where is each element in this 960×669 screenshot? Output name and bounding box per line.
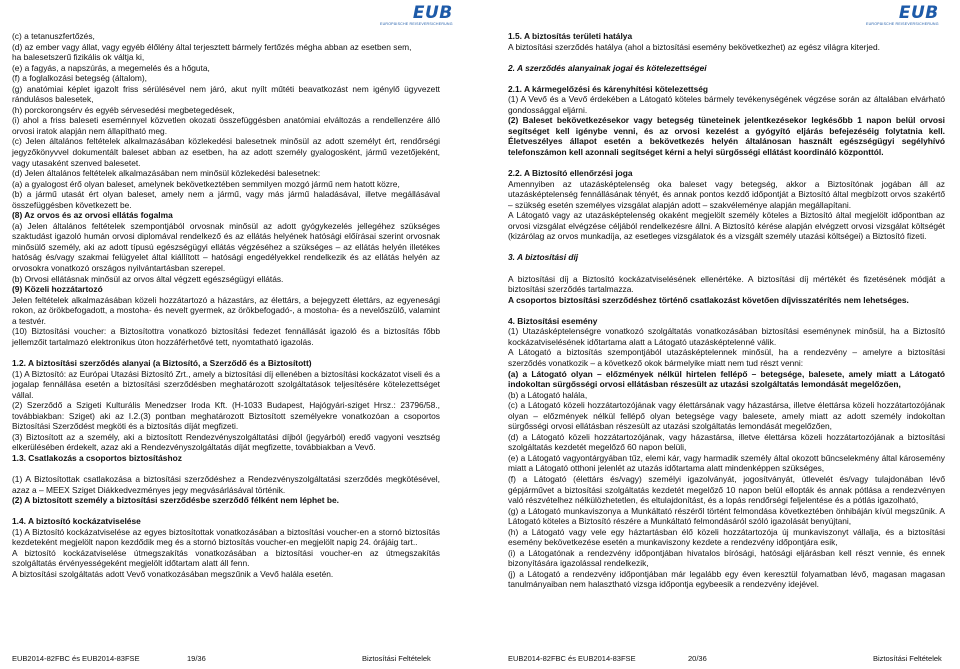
- paragraph: (1) A Biztosítottak csatlakozása a biztosítási szerződéshez a Rendezvényszolgáltatási szerződés megkötésével, azaz a – MEEX Sziget Diákkedvezményes jegy megvásárlásával történik.: [12, 473, 440, 495]
- paragraph: (d) a Látogató közeli hozzátartozójának, vagy házastársa, illetve élettársa közeli hozzátartozójának a biztosítási szolgáltatás kezdetét megelőző 60 napon belüli,: [508, 431, 945, 453]
- paragraph: (a) a Látogató olyan – előzmények nélkül hirtelen fellépő – betegsége, balesete, amely miatt a Látogató indokoltan sürgősségi orvosi ellátásban részesült az utazási szolgáltatás lemondását megelőzően,: [508, 368, 945, 390]
- logo-subtitle: EUROPÄISCHE REISEVERSICHERUNG: [380, 22, 453, 26]
- paragraph: A biztosítási szolgáltatás adott Vevő vonatkozásában megszűnik a Vevő halála esetén.: [12, 568, 334, 579]
- paragraph: (b) a jármű utasát ért olyan baleset, amely nem a jármű, vagy más jármű haladásával, illetve megállásával összefüggésben következett be.: [12, 189, 440, 210]
- paragraph: (a) a gyalogost érő olyan baleset, amelynek bekövetkeztében semmilyen mozgó jármű nem hatott közre,: [12, 178, 400, 189]
- section-heading: 1.2. A biztosítási szerződés alanyai (a Biztosító, a Szerződő és a Biztosított): [12, 357, 312, 368]
- spacer: [508, 158, 945, 169]
- paragraph: A biztosító kockázatviselése útmegszakítás vonatkozásában a biztosítási voucher-en az útmegszakítás szolgáltatás érvényességeként megjelölt időtartam alatt áll fenn.: [12, 547, 440, 569]
- section-heading: 1.3. Csatlakozás a csoportos biztosításhoz: [12, 452, 182, 463]
- spacer: [508, 52, 945, 63]
- paragraph: (1) A Biztosító kockázatviselése az egyes biztosítottak vonatkozásában a biztosítási voucher-en a stornó biztosítás kezdeteként megjelölt napon kezdődik meg és a stornó biztosítás voucher-en megjelölt napig 24. órájáig tart..: [12, 526, 440, 548]
- paragraph: Amennyiben az utazásképtelenség oka baleset vagy betegség, akkor a Biztosítónak jogában áll az utazásképtelenség fennállásának tényét, és annak pontos kezdő időpontját a Biztosító által megbízott orvos szakértő – szükség esetén személyes vizsgálat alapján adott – szakvéleménye alapján megállapítani.: [508, 178, 945, 210]
- paragraph: (2) Baleset bekövetkezésekor vagy betegség tüneteinek jelentkezésekor legkésőbb 1 napon belül orvosi segítséget kell igénybe venni, és az orvosi kezelést a gyógyító eljárás befejezéséig folytatnia kell. Életveszélyes állapot esetén a bekövetkezés helyén általánosan használt egészségügyi segélyhívó telefonszámon kell azonnali segítséget kérni a helyi sürgősségi ellátást koordináló központtól.: [508, 115, 945, 158]
- paragraph: Jelen feltételek alkalmazásában közeli hozzátartozó a házastárs, az élettárs, a bejegyzett élettárs, az egyenesági rokon, az örökbefogadott, a mostoha- és nevelt gyermek, az örökbefogadó-, a mostoha- és a nevelőszülő, valamint a testvér.: [12, 294, 440, 326]
- paragraph: (3) Biztosított az a személy, aki a biztosított Rendezvényszolgáltatási díjból (jegyárból) eredő vagyoni vesztség elkerülésében érdekelt, azaz aki a Rendezvényszolgáltatás díját megfizette, továbbiakban a Vevő.: [12, 431, 440, 453]
- eub-logo-left: [380, 5, 453, 27]
- paragraph: (c) a Látogató közeli hozzátartozójának vagy élettársának vagy házastársa, illetve élettársa közeli hozzátartozójának olyan – előzmények nélkül fellépő olyan betegsége vagy balesete, amely miatt az adott személy indokoltan sürgősségi orvosi ellátásban részesült az utazási szolgáltatás lemondását megelőzően,: [508, 400, 945, 432]
- section-heading: 2.2. A Biztosító ellenőrzési joga: [508, 168, 633, 179]
- section-heading: 1.4. A biztosító kockázatviselése: [12, 516, 141, 527]
- paragraph: A biztosítási szerződés hatálya (ahol a biztosítási esemény bekövetkezhet) az egész világra kiterjed.: [508, 41, 880, 52]
- section-heading: 2.1. A kármegelőzési és kárenyhítési kötelezettség: [508, 83, 709, 94]
- logo-mark: EUB: [898, 3, 939, 23]
- section-heading: 1.5. A biztosítás területi hatálya: [508, 31, 633, 41]
- section-heading: 4. Biztosítási esemény: [508, 315, 598, 326]
- section-heading: 2. A szerződés alanyainak jogai és kötelezettségei: [508, 62, 707, 73]
- spacer: [508, 242, 945, 253]
- paragraph: (1) Utazásképtelenségre vonatkozó szolgáltatás vonatkozásában biztosítási eseménynek minősül, ha a Biztosító kockázatviselésének időtartama alatt a Látogató utazásképtelenné válik.: [508, 326, 945, 347]
- section-heading: 3. A biztosítási díj: [508, 252, 579, 263]
- spacer: [508, 73, 945, 84]
- paragraph: (e) a fagyás, a napszúrás, a megemelés és a hőguta,: [12, 62, 210, 73]
- paragraph: (d) Jelen általános feltételek alkalmazásában nem minősül közlekedési balesetnek:: [12, 168, 321, 179]
- footer-page-number-left: 19/36: [187, 654, 206, 663]
- paragraph: A Látogató vagy az utazásképtelenség okaként megjelölt személy köteles a Biztosító által megjelölt időpontban az orvosi vizsgálat elvégzése céljából rendelkezésre állni. A Biztosító kérése alapján elvégzett orvosi vizsgálat költségét (kizárólag az orvos munkadíja, az esetleges vizsgálatok és a vizsgált személy utazási költségei) a Biztosító fizeti.: [508, 210, 945, 242]
- paragraph: (i) a Látogatónak a rendezvény időpontjában hivatalos bírósági, hatósági eljárásban kell részt vennie, és ennek bizonyítására igazolással rendelkezik,: [508, 547, 945, 569]
- paragraph: A biztosítási díj a Biztosító kockázatviselésének ellenértéke. A biztosítási díj mértékét és fizetésének módját a biztosítási szerződés tartalmazza.: [508, 273, 945, 295]
- spacer: [508, 305, 945, 316]
- footer-title-left: Biztosítási Feltételek: [362, 654, 431, 663]
- logo-subtitle: EUROPÄISCHE REISEVERSICHERUNG: [866, 22, 939, 26]
- paragraph: (i) ahol a friss baleseti eseménnyel közvetlen okozati összefüggésben anatómiai elváltozás a rendellenzére álló orvosi iratok alapján nem állapítható meg.: [12, 115, 440, 136]
- footer-page-number-right: 20/36: [688, 654, 707, 663]
- paragraph: (e) a Látogató vagyontárgyában tűz, elemi kár, vagy harmadik személy által okozott bűncselekmény által károsemény miatt a Látogató otthoni jelenlét az utazás időtartama alatt mindenképpen szükséges,: [508, 452, 945, 474]
- spacer: [12, 463, 440, 474]
- paragraph: (a) Jelen általános feltételek szempontjából orvosnak minősül az adott gyógykezelés jellegéhez szükséges szaktudást igazoló humán orvosi diplomával rendelkező és az ellátás helyének hatósági előírásai szerint orvosnak minősülő személy, aki az adott típusú egészségügyi ellátás végzéséhez a szükséges – az ellátás helyén illetékes hatóság és/vagy szakmai felügyelet által kiállított – hatósági engedélyekkel rendelkezik és az ellátás helyén az orvosokra vonatkozó országos nyilvántartásban szerepel.: [12, 220, 440, 274]
- paragraph: (h) a Látogató vagy vele egy háztartásban élő közeli hozzátartozója új munkaviszonyt vállalja, és a biztosítási esemény bekövetkezése esetén a munkaviszony kezdete a rendezvény időpontjára esik,: [508, 526, 945, 548]
- logo-mark: EUB: [412, 3, 453, 23]
- paragraph: (h) porckorongsérv és egyéb sérvesedési megbetegedések,: [12, 104, 235, 115]
- paragraph: (g) a Látogató munkaviszonya a Munkáltató részéről történt felmondása következtében önhibáján kívül megszűnik. A Látogató köteles a Biztosító részére a Munkáltató felmondásáról szóló igazolását benyújtani,: [508, 505, 945, 527]
- left-page-column: [12, 31, 440, 579]
- paragraph: A Látogató a biztosítás szempontjából utazásképtelennek minősül, ha a rendezvény – amelyre a biztosítási szerződés vonatkozik – a következő okok bármelyike miatt nem tud részt venni:: [508, 347, 945, 368]
- paragraph: (f) a foglalkozási betegség (általom),: [12, 73, 147, 84]
- spacer: [508, 263, 945, 274]
- eub-logo-right: [866, 5, 939, 27]
- section-heading: (9) Közeli hozzátartozó: [12, 284, 103, 295]
- paragraph: (f) a Látogató (élettárs és/vagy) személyi igazolványát, jogosítványát, útlevelét és/vagy tulajdonában lévő gépjárművet a biztosítási szolgáltatás kezdetét megelőző 10 napon belül ellopták és annak pótlása a rendezvényen való részvételhez nélkülözhetetlen, és eltulajdonítást, és a lopás rendőrségi feljelentése és a pótlás igazolható,: [508, 473, 945, 506]
- paragraph: (10) Biztosítási voucher: a Biztosítottra vonatkozó biztosítási fedezet fennállását igazoló és a biztosítás főbb jellemzőit tartalmazó elektronikus úton hozzáférhetővé tett, nyomtatható igazolás.: [12, 326, 440, 347]
- paragraph: A csoportos biztosítási szerződéshez történő csatlakozást követően díjvisszatérítés nem lehetséges.: [508, 294, 909, 305]
- paragraph: (1) A Biztosító: az Európai Utazási Biztosító Zrt., amely a biztosítási díj ellenében a biztosítási kockázatot viseli és a jogalap fennállása esetén a biztosítási szerződésben meghatározott szolgáltatások teljesítésére kötelezettséget vállal.: [12, 368, 440, 400]
- paragraph: (c) Jelen általános feltételek alkalmazásában közlekedési balesetnek minősül az adott személyt ért, rendőrségi jegyzőkönyvvel dokumentált baleset abban az esetben, ha az adott személy gyalogosként, jármű vezetőjeként, vagy utasaként szenved balesetet.: [12, 136, 440, 168]
- paragraph: (2) A biztosított személy a biztosítási szerződésbe szerződő félként nem léphet be.: [12, 495, 340, 506]
- paragraph: (c) a tetanuszfertőzés,: [12, 31, 95, 41]
- paragraph: (g) anatómiai képlet igazolt friss sérülésével nem járó, akut nyílt műtéti beavatkozást nem igénylő ügyvezett rándulásos balesetek,: [12, 83, 440, 105]
- footer-title-right: Biztosítási Feltételek: [873, 654, 942, 663]
- paragraph: (b) Orvosi ellátásnak minősül az orvos által végzett egészségügyi ellátás.: [12, 273, 284, 284]
- footer-doc-code-left: EUB2014-82FBC és EUB2014-83FSE: [12, 654, 140, 663]
- paragraph: (b) a Látogató halála,: [508, 389, 588, 400]
- paragraph: (1) A Vevő és a Vevő érdekében a Látogató köteles bármely tevékenységének végzése során az általában elvárható gondossággal eljárni.: [508, 94, 945, 115]
- section-heading: (8) Az orvos és az orvosi ellátás fogalma: [12, 210, 173, 221]
- paragraph: (2) Szerződő a Szigeti Kulturális Menedzser Iroda Kft. (H-1033 Budapest, Hajógyári-sziget Hrsz.: 23796/58., továbbiakban: Sziget) aki az I.2.(3) pontban meghatározott Biztosított személyekre vonatkozóan a csoportos Biztosítási Szerződést megköti és a biztosítás díját megfizeti.: [12, 400, 440, 432]
- paragraph: (j) a Látogató a rendezvény időpontjában már legalább egy éven keresztül folyamatban lévő, magasan magasan tanulmányaiban nem halasztható vizsga időpontja egybeesik a rendezvény idejével.: [508, 568, 945, 590]
- spacer: [12, 506, 440, 517]
- spacer: [12, 347, 440, 358]
- right-page-column: [508, 31, 945, 590]
- paragraph: ha balesetszerű fizikális ok váltja ki,: [12, 52, 145, 63]
- footer-doc-code-right: EUB2014-82FBC és EUB2014-83FSE: [508, 654, 636, 663]
- paragraph: (d) az ember vagy állat, vagy egyéb élőlény által terjesztett bármely fertőzés mégha abban az esetben sem,: [12, 41, 412, 52]
